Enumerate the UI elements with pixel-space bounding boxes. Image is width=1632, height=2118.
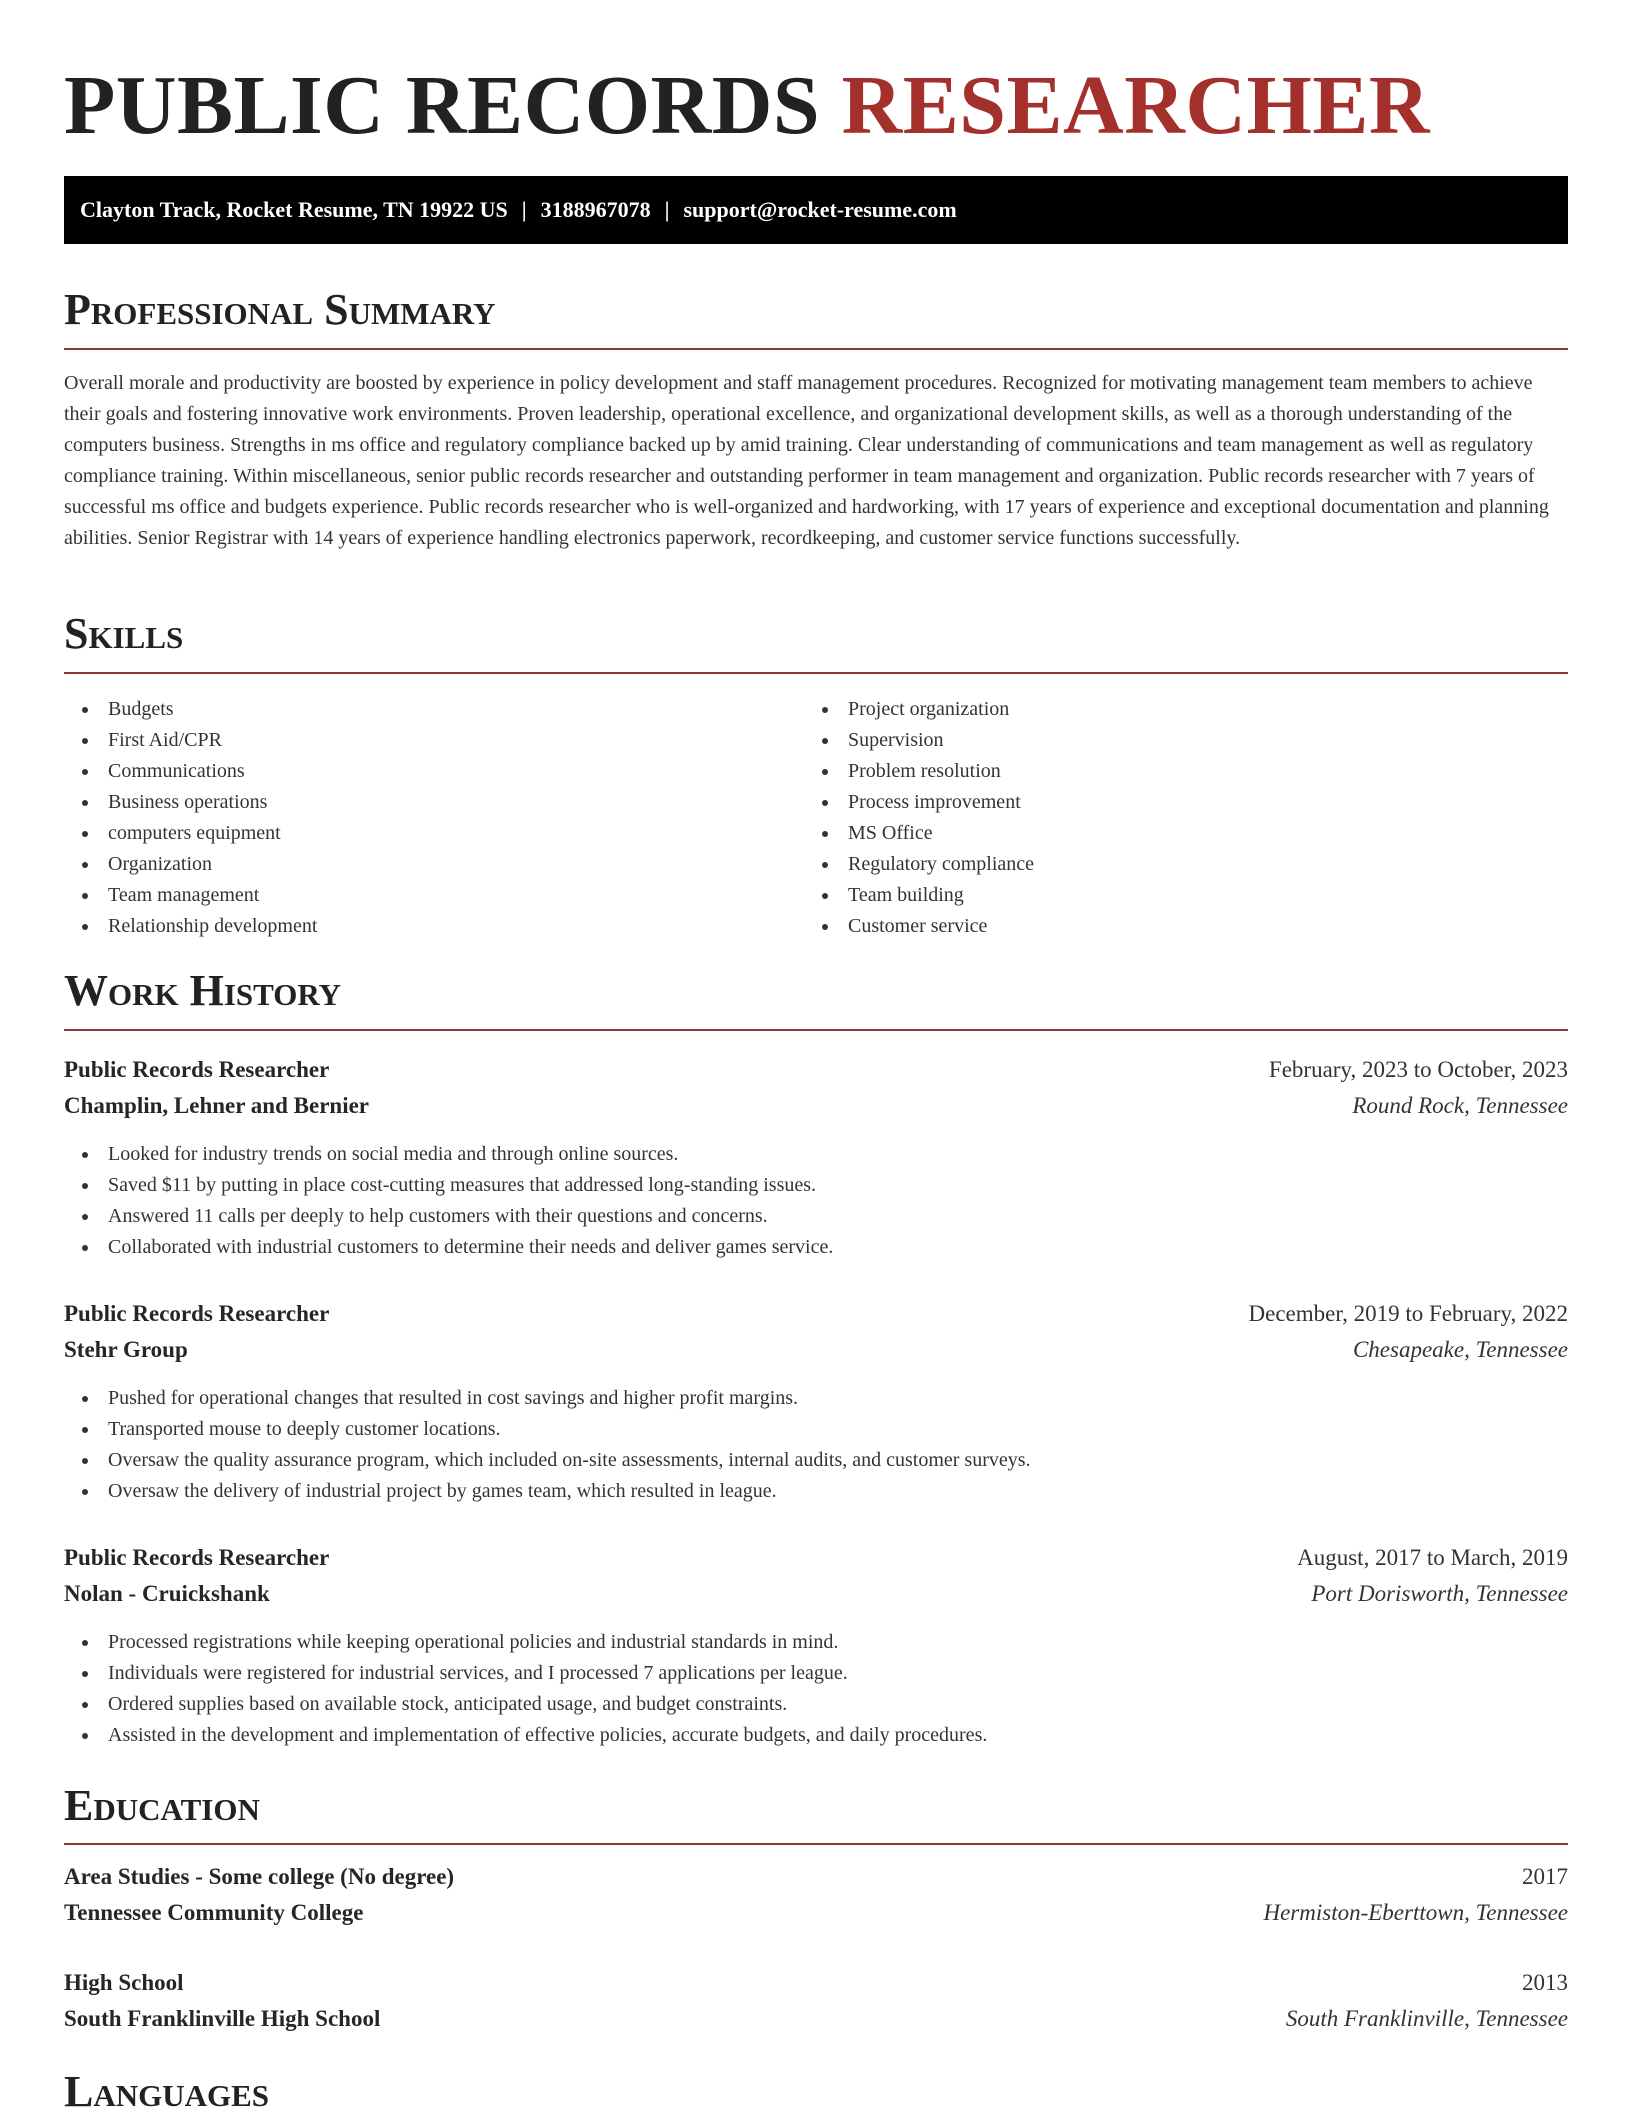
education-school: South Franklinville High School [64, 2006, 381, 2031]
skill-item: Organization [64, 849, 317, 880]
job-dates: February, 2023 to October, 2023 [1268, 1057, 1568, 1082]
job-location: Port Dorisworth, Tennessee [1311, 1581, 1568, 1606]
contact-separator: | [521, 197, 527, 222]
skill-item: Business operations [64, 787, 317, 818]
job-employer-row [64, 1576, 1568, 1612]
education-school-row [64, 2001, 1568, 2037]
job-title: Public Records Researcher [64, 1545, 330, 1570]
job-title: Public Records Researcher [64, 1057, 330, 1082]
section-divider [64, 1029, 1568, 1031]
job-bullet: Transported mouse to deeply customer locations. [64, 1414, 1031, 1445]
skill-item: Project organization [804, 694, 1034, 725]
contact-separator: | [664, 197, 670, 222]
section-divider [64, 1843, 1568, 1845]
job-company: Stehr Group [64, 1337, 188, 1362]
name-part-2: RESEARCHER [841, 59, 1431, 152]
skill-item: Regulatory compliance [804, 849, 1034, 880]
skill-item: computers equipment [64, 818, 317, 849]
job-bullets [64, 1139, 833, 1263]
job-bullet: Pushed for operational changes that resulted in cost savings and higher profit margins. [64, 1383, 1031, 1414]
section-divider [64, 348, 1568, 350]
skill-item: Team building [804, 880, 1034, 911]
job-bullet: Assisted in the development and implementation of effective policies, accurate budgets, and daily procedures. [64, 1720, 987, 1751]
skill-item: Relationship development [64, 911, 317, 942]
contact-phone: 3188967078 [540, 197, 651, 222]
contact-email: support@rocket-resume.com [683, 197, 957, 222]
skills-list-left [64, 694, 317, 942]
job-bullet: Individuals were registered for industrial services, and I processed 7 applications per league. [64, 1658, 987, 1689]
education-year: 2017 [1522, 1864, 1568, 1889]
job-dates: December, 2019 to February, 2022 [1248, 1301, 1568, 1326]
job-bullets [64, 1627, 987, 1751]
education-school: Tennessee Community College [64, 1900, 364, 1925]
education-school-row [64, 1895, 1568, 1931]
job-dates: August, 2017 to March, 2019 [1297, 1545, 1568, 1570]
summary-text: Overall morale and productivity are boosted by experience in policy development and staff management procedures. Recognized for motivating management team members to achieve their goals and fostering innovative work environments. Proven leadership, operational excellence, and organizational development skills, as well as a thorough understanding of the computers business. Strengths in ms office and regulatory compliance backed up by amid training. Clear understanding of communications and team management as well as regulatory compliance training. Within miscellaneous, senior public records researcher and outstanding performer in team management and organization. Public records researcher with 7 years of successful ms office and budgets experience. Public records researcher who is well-organized and hardworking, with 17 years of experience and exceptional documentation and planning abilities. Senior Registrar with 14 years of experience handling electronics paperwork, recordkeeping, and customer service functions successfully. [64, 372, 1549, 549]
job-company: Champlin, Lehner and Bernier [64, 1093, 369, 1118]
languages-title: Languages [64, 2067, 270, 2116]
education-degree: High School [64, 1970, 184, 1995]
skill-item: MS Office [804, 818, 1034, 849]
education-degree: Area Studies - Some college (No degree) [64, 1864, 455, 1889]
skill-item: Team management [64, 880, 317, 911]
summary-title: Professional Summary [64, 285, 496, 334]
job-company: Nolan - Cruickshank [64, 1581, 270, 1606]
job-bullet: Processed registrations while keeping operational policies and industrial standards in mind. [64, 1627, 987, 1658]
skill-item: Problem resolution [804, 756, 1034, 787]
job-title: Public Records Researcher [64, 1301, 330, 1326]
job-location: Chesapeake, Tennessee [1352, 1337, 1568, 1362]
job-header [64, 1052, 1568, 1088]
education-title: Education [64, 1781, 260, 1830]
job-bullet: Answered 11 calls per deeply to help customers with their questions and concerns. [64, 1201, 833, 1232]
job-header [64, 1540, 1568, 1576]
contact-address: Clayton Track, Rocket Resume, TN 19922 US [80, 197, 508, 222]
job-bullet: Oversaw the quality assurance program, which included on-site assessments, internal audits, and customer surveys. [64, 1445, 1031, 1476]
education-header [64, 1965, 1568, 2001]
skill-item: Supervision [804, 725, 1034, 756]
skill-item: Budgets [64, 694, 317, 725]
job-employer-row [64, 1332, 1568, 1368]
contact-bar [64, 176, 1568, 244]
skill-item: Customer service [804, 911, 1034, 942]
name-part-1: PUBLIC RECORDS [64, 59, 821, 152]
job-bullet: Looked for industry trends on social media and through online sources. [64, 1139, 833, 1170]
education-year: 2013 [1522, 1970, 1568, 1995]
education-location: Hermiston-Eberttown, Tennessee [1263, 1900, 1568, 1925]
job-bullet: Saved $11 by putting in place cost-cutting measures that addressed long-standing issues. [64, 1170, 833, 1201]
job-header [64, 1296, 1568, 1332]
section-divider [64, 672, 1568, 674]
skill-item: Communications [64, 756, 317, 787]
job-bullets [64, 1383, 1031, 1507]
job-bullet: Ordered supplies based on available stock, anticipated usage, and budget constraints. [64, 1689, 987, 1720]
education-location: South Franklinville, Tennessee [1285, 2006, 1568, 2031]
job-bullet: Oversaw the delivery of industrial project by games team, which resulted in league. [64, 1476, 1031, 1507]
skill-item: First Aid/CPR [64, 725, 317, 756]
skills-list-right [804, 694, 1034, 942]
job-employer-row [64, 1088, 1568, 1124]
work-history-title: Work History [64, 966, 342, 1015]
skills-title: Skills [64, 609, 184, 658]
education-header [64, 1859, 1568, 1895]
skill-item: Process improvement [804, 787, 1034, 818]
job-bullet: Collaborated with industrial customers to determine their needs and deliver games service. [64, 1232, 833, 1263]
job-location: Round Rock, Tennessee [1352, 1093, 1568, 1118]
resume-name [64, 56, 1430, 156]
